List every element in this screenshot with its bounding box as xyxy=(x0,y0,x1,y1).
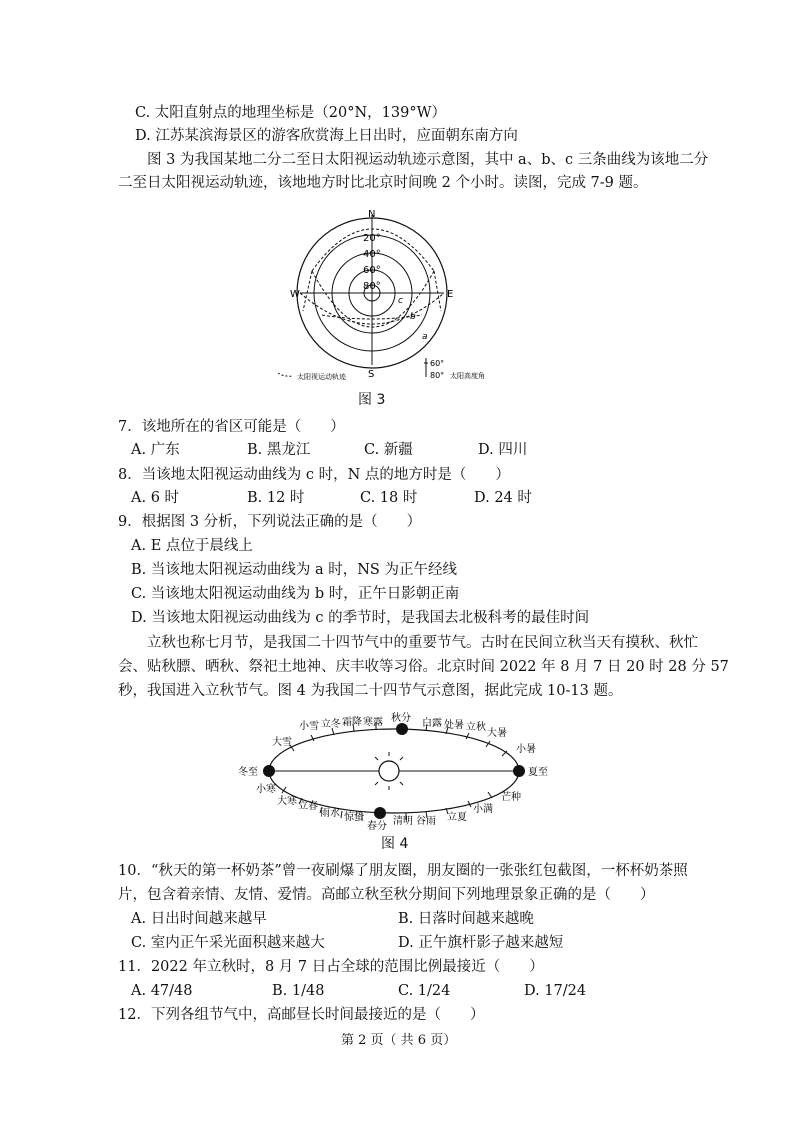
term-lixia: 立夏 xyxy=(447,812,467,823)
q10-option-c[interactable]: C. 室内正午采光面积越来越大 xyxy=(131,935,325,951)
q9-option-b[interactable]: B. 当该地太阳视运动曲线为 a 时，NS 为正午经线 xyxy=(131,562,457,578)
q9-option-d[interactable]: D. 当该地太阳视运动曲线为 c 的季节时，是我国去北极科考的最佳时间 xyxy=(131,610,590,626)
term-mangzhong: 芒种 xyxy=(501,792,521,803)
label-w: W xyxy=(290,289,300,300)
curve-label-c: c xyxy=(398,296,403,306)
term-xiaohan: 小寒 xyxy=(256,784,276,795)
q11-option-b[interactable]: B. 1/48 xyxy=(272,983,325,999)
q10-option-d[interactable]: D. 正午旗杆影子越来越短 xyxy=(398,935,564,951)
term-xiaoshu: 小暑 xyxy=(516,744,536,755)
label-e: E xyxy=(447,289,454,300)
q8-option-c[interactable]: C. 18 时 xyxy=(360,490,418,506)
term-qiufen: 秋分 xyxy=(391,713,411,724)
legend-alt-60: 60° xyxy=(430,359,445,368)
term-hanlu: 寒露 xyxy=(363,717,383,728)
term-summer-solstice: 夏至 xyxy=(528,767,548,778)
earth-spring-equinox xyxy=(374,807,386,819)
term-chunfen: 春分 xyxy=(367,821,387,832)
q11-option-a[interactable]: A. 47/48 xyxy=(131,983,193,999)
earth-autumn-equinox xyxy=(396,723,408,735)
legend-track-label: 太阳视运动轨迹 xyxy=(297,373,346,381)
alt-label-20: 20° xyxy=(363,233,381,244)
term-chushu: 处暑 xyxy=(444,720,464,731)
term-yushui: 雨水 xyxy=(320,808,340,819)
term-xiaoman: 小满 xyxy=(473,804,493,815)
legend-dash-icon xyxy=(278,373,292,376)
intro2-line2: 会、贴秋膘、晒秋、祭祀土地神、庆丰收等习俗。北京时间 2022 年 8 月 7 日 20 时 28 分 57 xyxy=(118,659,729,675)
term-qingming: 清明 xyxy=(393,816,413,827)
intro1-line2: 二至日太阳视运动轨迹，该地地方时比北京时间晚 2 个小时。读图，完成 7-9 题。 xyxy=(118,175,648,191)
page-footer: 第 2 页（ 共 6 页） xyxy=(341,1033,457,1048)
q10-option-b[interactable]: B. 日落时间越来越晚 xyxy=(398,911,534,927)
term-lichun: 立春 xyxy=(298,801,318,812)
q7-option-d[interactable]: D. 四川 xyxy=(478,442,528,458)
term-dahan: 大寒 xyxy=(277,796,297,807)
term-xiaoxue: 小雪 xyxy=(299,721,319,732)
figure-3-caption: 图 3 xyxy=(358,392,386,408)
term-daxue: 大雪 xyxy=(272,737,292,748)
q7-stem: 7．该地所在的省区可能是（ ） xyxy=(118,419,345,435)
q11-option-d[interactable]: D. 17/24 xyxy=(524,983,587,999)
intro2-line1: 立秋也称七月节，是我国二十四节气中的重要节气。古时在民间立秋当天有摸秋、秋忙 xyxy=(147,635,698,651)
earth-winter-solstice xyxy=(263,765,275,777)
alt-label-40: 40° xyxy=(363,249,381,260)
q9-option-a[interactable]: A. E 点位于晨线上 xyxy=(131,538,253,554)
term-dashu: 大暑 xyxy=(487,728,507,739)
term-guyu: 谷雨 xyxy=(416,816,436,827)
q8-stem: 8．当该地太阳视运动曲线为 c 时，N 点的地方时是（ ） xyxy=(118,467,510,483)
option-d-prev: D. 江苏某滨海景区的游客欣赏海上日出时，应面朝东南方向 xyxy=(135,128,518,144)
q8-option-a[interactable]: A. 6 时 xyxy=(131,490,180,506)
earth-summer-solstice xyxy=(513,765,525,777)
label-s: S xyxy=(368,369,375,380)
sun-icon xyxy=(379,761,399,781)
legend-alt-label: 太阳高度角 xyxy=(450,372,485,380)
curve-label-a: a xyxy=(422,332,428,342)
q10-stem-line2: 片，包含着亲情、友情、爱情。高邮立秋至秋分期间下列地理景象正确的是（ ） xyxy=(118,887,655,903)
option-c-prev: C. 太阳直射点的地理坐标是（20°N，139°W） xyxy=(135,105,447,121)
alt-label-60: 60° xyxy=(363,265,381,276)
q7-option-c[interactable]: C. 新疆 xyxy=(364,442,413,458)
alt-label-80: 80° xyxy=(363,281,381,292)
q11-option-c[interactable]: C. 1/24 xyxy=(398,983,451,999)
term-winter-solstice: 冬至 xyxy=(238,767,258,778)
term-lidong: 立冬 xyxy=(321,719,341,730)
intro2-line3: 秒，我国进入立秋节气。图 4 为我国二十四节气示意图，据此完成 10-13 题。 xyxy=(118,683,623,699)
q11-stem: 11．2022 年立秋时，8 月 7 日占全球的范围比例最接近（ ） xyxy=(118,959,544,975)
term-liqiu: 立秋 xyxy=(466,722,486,733)
intro1-line1: 图 3 为我国某地二分二至日太阳视运动轨迹示意图，其中 a、b、c 三条曲线为该地二分 xyxy=(147,152,709,168)
q9-stem: 9．根据图 3 分析，下列说法正确的是（ ） xyxy=(118,514,422,530)
q7-option-b[interactable]: B. 黑龙江 xyxy=(247,442,311,458)
figure-4-solar-terms xyxy=(236,712,566,832)
q7-option-a[interactable]: A. 广东 xyxy=(131,442,180,458)
q10-option-a[interactable]: A. 日出时间越来越早 xyxy=(131,911,267,927)
q8-option-d[interactable]: D. 24 时 xyxy=(474,490,532,506)
q8-option-b[interactable]: B. 12 时 xyxy=(247,490,305,506)
q12-stem: 12．下列各组节气中，高邮昼长时间最接近的是（ ） xyxy=(118,1007,485,1023)
term-bailu: 白露 xyxy=(422,718,442,729)
figure-4-caption: 图 4 xyxy=(381,836,409,852)
curve-label-b: b xyxy=(410,312,416,322)
label-n: N xyxy=(368,209,376,220)
legend-alt-80: 80° xyxy=(430,371,445,380)
term-jingzhe: 惊蛰 xyxy=(344,812,364,823)
figure-3-sun-path xyxy=(270,205,520,385)
q10-stem-line1: 10．“秋天的第一杯奶茶”曾一夜刷爆了朋友圈，朋友圈的一张张红包截图，一杯杯奶茶照 xyxy=(118,863,688,879)
term-shuangjiang: 霜降 xyxy=(342,717,362,728)
q9-option-c[interactable]: C. 当该地太阳视运动曲线为 b 时，正午日影朝正南 xyxy=(131,586,460,602)
